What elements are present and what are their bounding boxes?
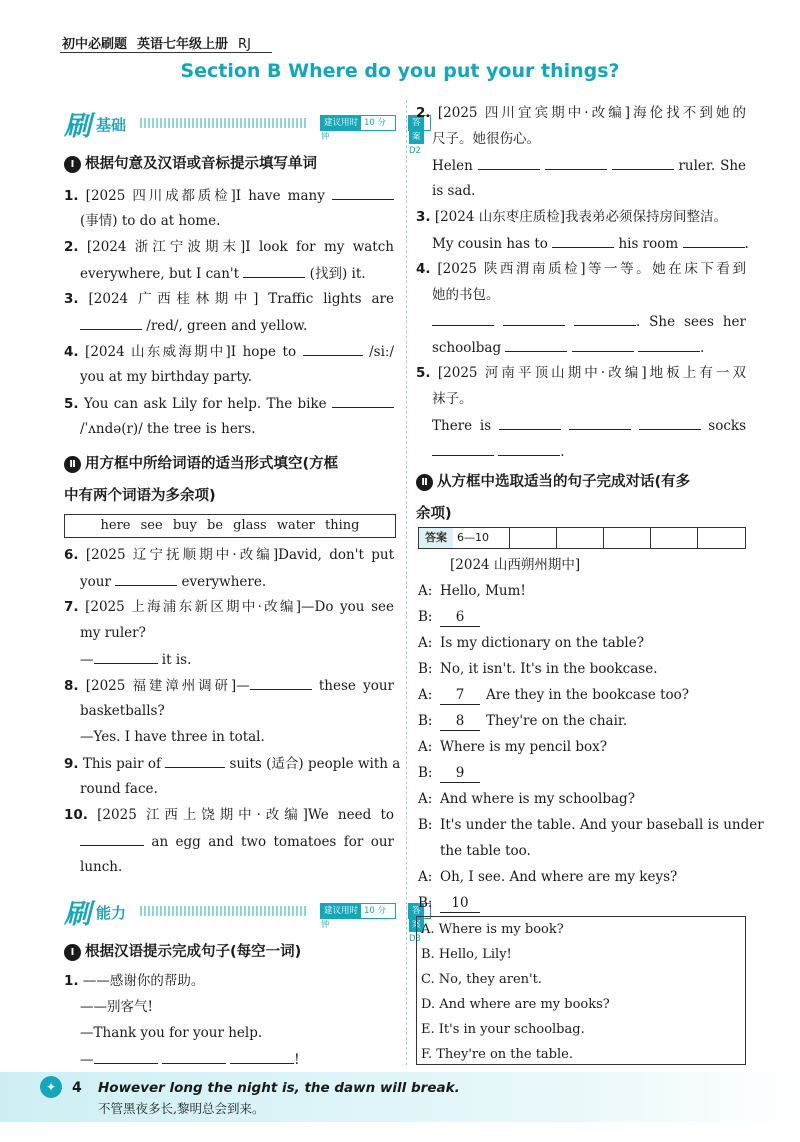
option-d: D. And where are my books?: [421, 997, 610, 1012]
q2-line2: everywhere, but I can't (找到) it.: [80, 266, 366, 282]
r2-line2: 尺子。她很伤心。: [432, 131, 540, 147]
footer: [0, 1072, 800, 1122]
subject-name: 英语七年级上册: [137, 37, 229, 52]
dialogue-line: [418, 582, 526, 600]
roman-numeral: Ⅰ: [64, 156, 81, 173]
blank[interactable]: [80, 832, 144, 846]
answer-cell[interactable]: [509, 528, 510, 548]
answer-blank[interactable]: 8: [440, 712, 480, 731]
q8-line2: basketballs?: [80, 703, 165, 719]
dialogue-text: Hello, Mum!: [440, 583, 526, 599]
q6-line2: your everywhere.: [80, 574, 267, 590]
section-4-title-line2: 余项): [416, 506, 452, 522]
q3-line1: 3. [2024 广西桂林期中] Traffic lights are: [64, 291, 394, 307]
band-subtitle: 基础: [96, 116, 127, 134]
section-4-title-line1: Ⅱ 从方框中选取适当的句子完成对话(有多: [416, 470, 690, 491]
roman-numeral: Ⅱ: [416, 474, 433, 491]
q2-line1: 2. [2024 浙江宁波期末]I look for my watch: [64, 239, 394, 255]
dialogue-line: [418, 660, 658, 678]
blank[interactable]: [552, 234, 614, 248]
answer-row-range: 6—10: [457, 531, 489, 544]
q7-line2: my ruler?: [80, 625, 146, 641]
dialogue-line: [418, 738, 607, 756]
q9-line1: 9. This pair of suits (适合) people with a: [64, 756, 401, 772]
answer-cell[interactable]: [556, 528, 557, 548]
r5-line4: .: [432, 442, 565, 461]
r5-line1: 5. [2025 河南平顶山期中·改编]地板上有一双: [416, 365, 746, 381]
dialogue-text: the table too.: [440, 843, 531, 859]
q4-line2: you at my birthday party.: [80, 369, 253, 385]
dialogue-line: [418, 894, 486, 913]
basic-section-band: [64, 108, 421, 156]
column-divider: [406, 100, 407, 1065]
dialogue-text: Is my dictionary on the table?: [440, 635, 644, 651]
blank[interactable]: [572, 338, 634, 352]
section-2-title-line1: Ⅱ 用方框中所给词语的适当形式填空(方框: [64, 452, 338, 473]
dialogue-line: [418, 686, 689, 705]
q1-line2: (事情) to do at home.: [80, 213, 221, 229]
q9-line2: round face.: [80, 781, 158, 797]
c1-line1: 1. ——感谢你的帮助。: [64, 973, 205, 989]
option-e: E. It's in your schoolbag.: [421, 1022, 585, 1037]
band-big-char: 刷: [64, 899, 91, 930]
q5-line2: /ˈʌndə(r)/ the tree is hers.: [80, 421, 256, 437]
blank[interactable]: [80, 316, 142, 330]
band-stripes: [140, 118, 306, 128]
answer-blank[interactable]: 6: [440, 608, 480, 627]
options-box: [416, 916, 746, 1065]
blank[interactable]: [505, 338, 567, 352]
dialogue-line: [418, 712, 627, 731]
answer-cell[interactable]: [697, 528, 698, 548]
blank[interactable]: [332, 186, 394, 200]
band-subtitle: 能力: [96, 904, 127, 922]
footer-quote-en: However long the night is, the dawn will break.: [98, 1080, 460, 1096]
r4-line3: . She sees her: [432, 312, 746, 331]
blank[interactable]: [432, 312, 494, 326]
band-big-char: 刷: [64, 111, 91, 142]
answer-label: 答案: [409, 904, 424, 932]
page-title: Section B Where do you put your things?: [180, 60, 620, 82]
speaker: A:: [418, 869, 433, 885]
blank[interactable]: [162, 1050, 226, 1064]
dialogue-line: [418, 842, 531, 860]
blank[interactable]: [432, 442, 494, 456]
q7-line3: — it is.: [80, 652, 192, 668]
balloon-icon: ✦: [40, 1076, 62, 1098]
edition-tag: RJ: [238, 37, 251, 52]
dialogue-text: Are they in the bookcase too?: [486, 687, 690, 703]
book-name: 初中必刷题: [62, 37, 128, 52]
speaker: B:: [418, 609, 433, 625]
answer-row-label: 答案: [419, 528, 453, 548]
blank[interactable]: [303, 342, 363, 356]
q10-line2: an egg and two tomatoes for our: [80, 832, 394, 851]
q8-line1: 8. [2025 福建漳州调研]— these your: [64, 678, 394, 694]
blank[interactable]: [250, 676, 312, 690]
section-3-title: Ⅰ 根据汉语提示完成句子(每空一词): [64, 940, 301, 961]
band-stripes: [140, 906, 306, 916]
q7-line1: 7. [2025 上海浦东新区期中·改编]—Do you see: [64, 599, 394, 615]
dialogue-line: [418, 790, 635, 808]
blank[interactable]: [499, 416, 561, 430]
answer-blank[interactable]: 7: [440, 686, 480, 705]
speaker: A:: [418, 739, 433, 755]
speaker: A:: [418, 791, 433, 807]
roman-numeral: Ⅱ: [64, 456, 81, 473]
blank[interactable]: [478, 156, 540, 170]
blank[interactable]: [94, 650, 158, 664]
time-label: 建议用时: [321, 904, 361, 918]
dialogue-text: Oh, I see. And where are my keys?: [440, 869, 678, 885]
dialogue-line: [418, 816, 764, 834]
q3-line2: /red/, green and yellow.: [80, 316, 307, 335]
dialogue-source: [2024 山西朔州期中]: [450, 557, 581, 573]
r4-line4: schoolbag .: [432, 340, 705, 356]
blank[interactable]: [332, 394, 394, 408]
answer-cell[interactable]: [650, 528, 651, 548]
speaker: A:: [418, 687, 433, 703]
option-c: C. No, they aren't.: [421, 972, 542, 987]
dialogue-text: And where is my schoolbag?: [440, 791, 635, 807]
footer-quote-zh: 不管黑夜多长,黎明总会到来。: [98, 1101, 265, 1116]
blank[interactable]: [612, 156, 674, 170]
q5-line1: 5. You can ask Lily for help. The bike: [64, 394, 394, 413]
blank[interactable]: [683, 234, 745, 248]
speaker: B:: [418, 895, 433, 911]
section-2-title-line2: 中有两个词语为多余项): [64, 488, 216, 504]
word-box: here see buy be glass water thing: [64, 514, 396, 538]
page-number: 4: [72, 1080, 82, 1096]
dialogue-line: [418, 868, 677, 886]
answer-blank[interactable]: 9: [440, 764, 480, 783]
c1-line2: ——别客气!: [80, 999, 153, 1015]
dialogue-line: [418, 608, 486, 627]
speaker: A:: [418, 635, 433, 651]
q1-line1: 1. [2025 四川成都质检]I have many: [64, 186, 394, 205]
speaker: B:: [418, 765, 433, 781]
roman-numeral: Ⅰ: [64, 944, 81, 961]
blank[interactable]: [545, 156, 607, 170]
q6-line1: 6. [2025 辽宁抚顺期中·改编]David, don't put: [64, 547, 394, 563]
suggested-time: [320, 115, 396, 142]
blank[interactable]: [498, 442, 560, 456]
r3-line2: My cousin has to his room .: [432, 236, 749, 252]
option-b: B. Hello, Lily!: [421, 947, 512, 962]
dialogue-text: Where is my pencil box?: [440, 739, 607, 755]
answer-page: D2: [409, 146, 421, 156]
option-a: A. Where is my book?: [421, 922, 564, 937]
answer-row: [418, 527, 746, 549]
speaker: B:: [418, 817, 433, 833]
q10-line3: lunch.: [80, 859, 123, 875]
ability-section-band: [64, 896, 421, 944]
header-underline: [60, 52, 272, 53]
speaker: A:: [418, 583, 433, 599]
blank[interactable]: [639, 416, 701, 430]
speaker: B:: [418, 661, 433, 677]
speaker: B:: [418, 713, 433, 729]
r2-line3: Helen ruler. She: [432, 158, 747, 174]
c1-line4: — !: [80, 1052, 300, 1068]
running-header: [62, 33, 261, 52]
r5-line3: There is socks: [432, 418, 747, 434]
answer-page: D3: [409, 934, 421, 944]
blank[interactable]: [115, 572, 177, 586]
option-f: F. They're on the table.: [421, 1047, 573, 1062]
r4-line2: 她的书包。: [432, 287, 500, 303]
blank[interactable]: [503, 312, 565, 326]
r2-line1: 2. [2025 四川宜宾期中·改编]海伦找不到她的: [416, 105, 746, 121]
answer-cell[interactable]: [603, 528, 604, 548]
q8-line3: —Yes. I have three in total.: [80, 729, 265, 745]
answer-label: 答案: [409, 116, 424, 144]
time-label: 建议用时: [321, 116, 361, 130]
blank[interactable]: [230, 1050, 294, 1064]
blank[interactable]: [243, 264, 305, 278]
r2-line4: is sad.: [432, 183, 476, 199]
section-1-title: Ⅰ 根据句意及汉语或音标提示填写单词: [64, 152, 317, 173]
q4-line1: 4. [2024 山东威海期中]I hope to /siː/: [64, 344, 395, 360]
time-value: 10 分钟: [321, 118, 387, 142]
dialogue-line: [418, 764, 486, 783]
c1-line3: —Thank you for your help.: [80, 1025, 263, 1041]
dialogue-text: They're on the chair.: [486, 713, 628, 729]
blank[interactable]: [94, 1050, 158, 1064]
blank[interactable]: [569, 416, 631, 430]
blank[interactable]: [638, 338, 700, 352]
r5-line2: 袜子。: [432, 391, 473, 407]
dialogue-line: [418, 634, 644, 652]
suggested-time: [320, 903, 396, 930]
time-value: 10 分钟: [321, 906, 387, 930]
dialogue-text: It's under the table. And your baseball is under: [440, 817, 764, 833]
q10-line1: 10. [2025 江西上饶期中·改编]We need to: [64, 807, 395, 823]
dialogue-text: No, it isn't. It's in the bookcase.: [440, 661, 658, 677]
r3-line1: 3. [2024 山东枣庄质检]我表弟必须保持房间整洁。: [416, 209, 728, 225]
answer-blank[interactable]: 10: [440, 894, 480, 913]
blank[interactable]: [574, 312, 636, 326]
blank[interactable]: [165, 754, 225, 768]
r4-line1: 4. [2025 陕西渭南质检]等一等。她在床下看到: [416, 261, 747, 277]
